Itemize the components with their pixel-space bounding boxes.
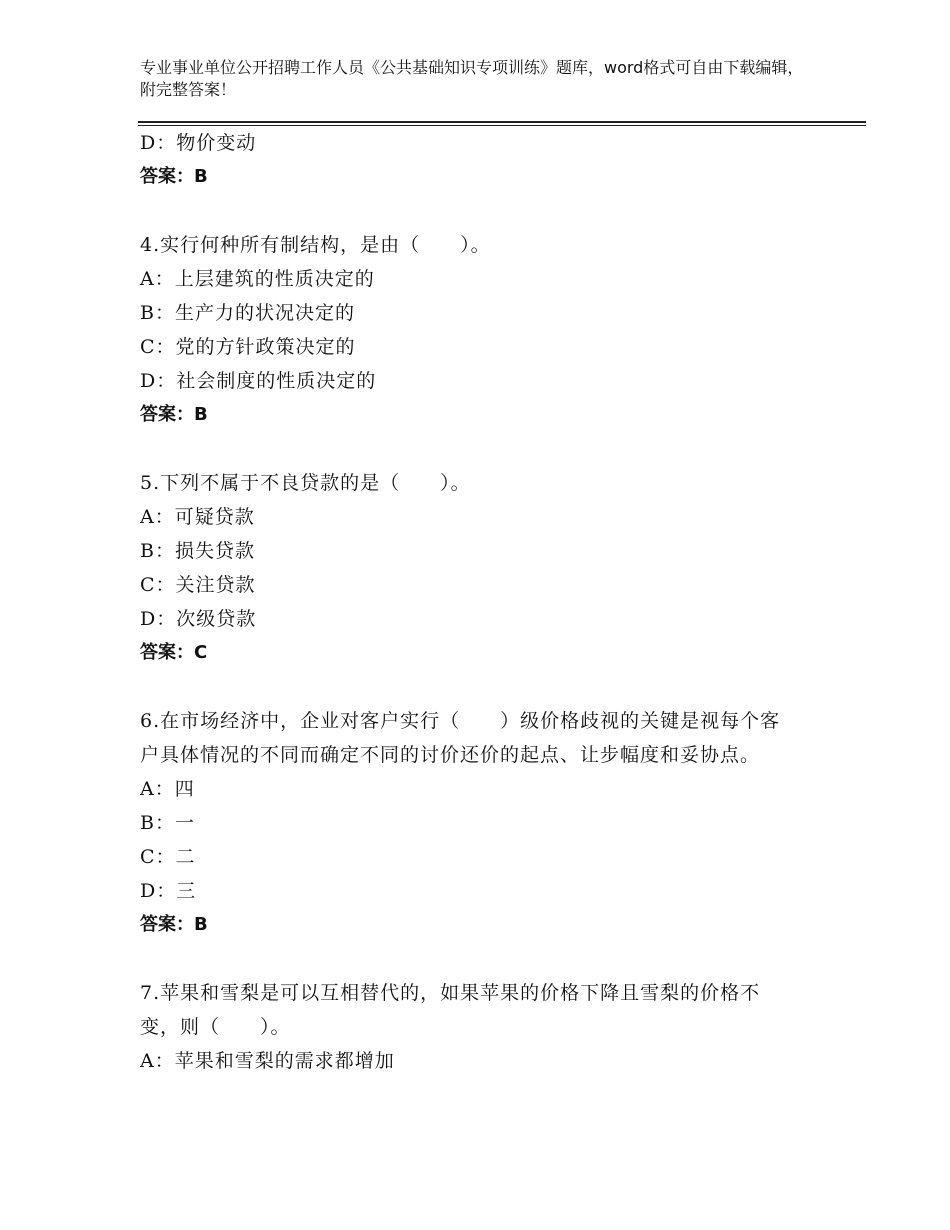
- answer-label: 答案：B: [140, 166, 208, 187]
- question-4: [140, 228, 800, 432]
- option-d: D：三: [140, 880, 197, 902]
- option-a: A：苹果和雪梨的需求都增加: [140, 1050, 395, 1072]
- option-a: A：上层建筑的性质决定的: [140, 268, 375, 290]
- option-a: A：可疑贷款: [140, 506, 255, 528]
- answer-label: 答案：B: [140, 404, 208, 425]
- option-b: B：损失贷款: [140, 540, 255, 562]
- option-b: B：生产力的状况决定的: [140, 302, 355, 324]
- question-stem: 6.在市场经济中，企业对客户实行（ ）级价格歧视的关键是视每个客户具体情况的不同而确定不同的讨价还价的起点、让步幅度和妥协点。: [140, 710, 781, 766]
- question-stem: 4.实行何种所有制结构，是由（ ）。: [140, 234, 491, 256]
- spacer: [140, 670, 800, 704]
- option-d: D：社会制度的性质决定的: [140, 370, 377, 392]
- header-divider: [138, 121, 866, 123]
- question-list: [140, 126, 800, 1078]
- option-c: C：二: [140, 846, 196, 868]
- page-header: 专业事业单位公开招聘工作人员《公共基础知识专项训练》题库，word格式可自由下载编辑，附完整答案！: [140, 58, 804, 99]
- question-stem: 5.下列不属于不良贷款的是（ ）。: [140, 472, 471, 494]
- spacer: [140, 194, 800, 228]
- option-b: B：一: [140, 812, 195, 834]
- question-7: [140, 976, 800, 1078]
- answer-label: 答案：B: [140, 914, 208, 935]
- option-d: D：物价变动: [140, 132, 257, 154]
- question-5: [140, 466, 800, 670]
- answer-label: 答案：C: [140, 642, 208, 663]
- option-c: C：党的方针政策决定的: [140, 336, 356, 358]
- spacer: [140, 432, 800, 466]
- spacer: [140, 942, 800, 976]
- question-3-tail: [140, 126, 800, 194]
- question-6: [140, 704, 800, 942]
- option-c: C：关注贷款: [140, 574, 256, 596]
- option-a: A：四: [140, 778, 195, 800]
- question-stem: 7.苹果和雪梨是可以互相替代的，如果苹果的价格下降且雪梨的价格不变，则（ ）。: [140, 982, 761, 1038]
- option-d: D：次级贷款: [140, 608, 257, 630]
